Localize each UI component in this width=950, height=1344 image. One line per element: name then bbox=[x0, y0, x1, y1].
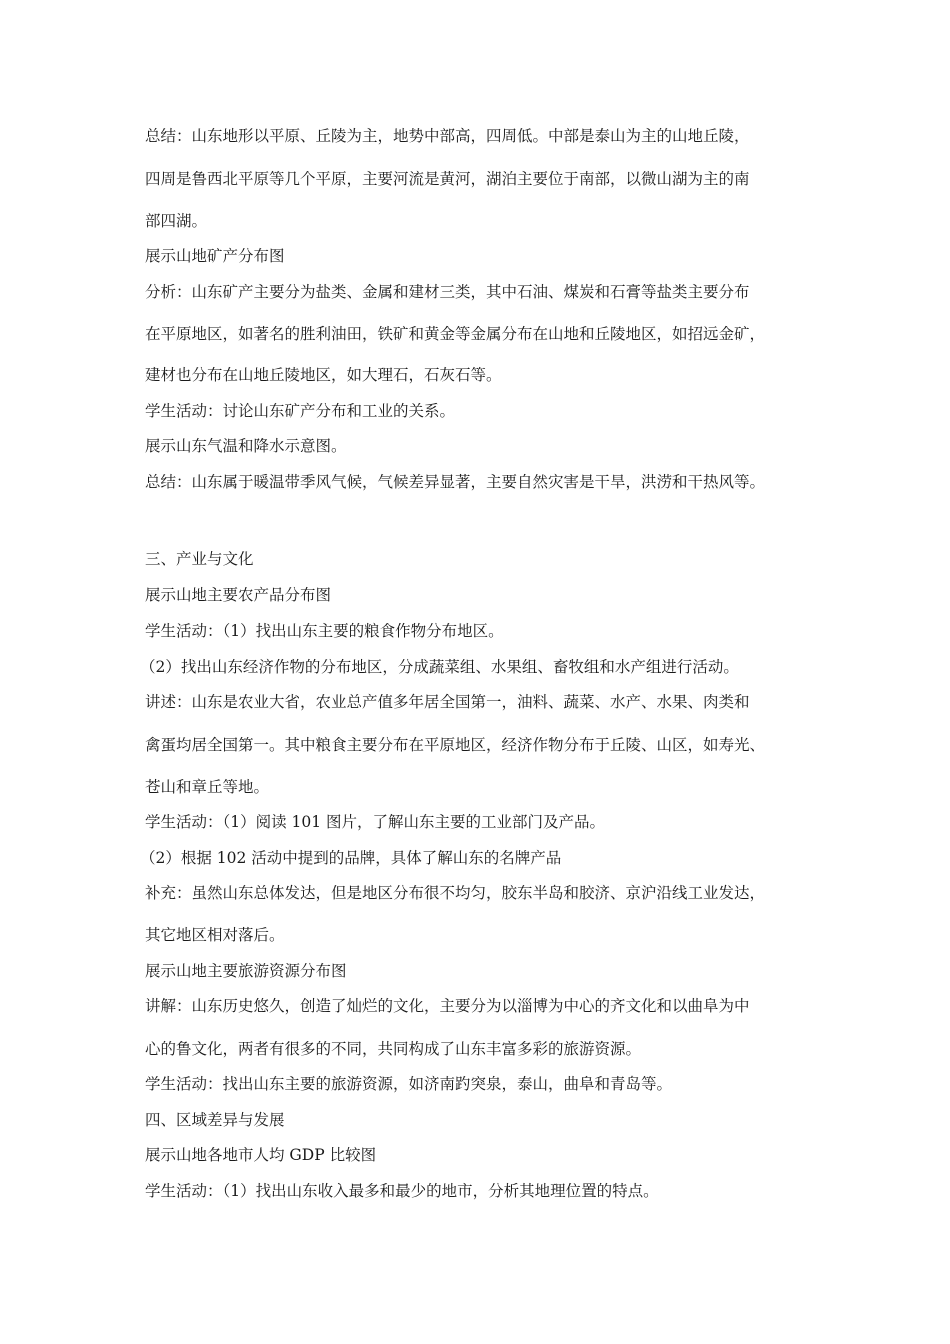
text-line: 分析：山东矿产主要分为盐类、金属和建材三类，其中石油、煤炭和石膏等盐类主要分布 bbox=[145, 283, 750, 301]
text-line: 心的鲁文化，两者有很多的不同，共同构成了山东丰富多彩的旅游资源。 bbox=[145, 1040, 642, 1058]
section-heading: 四、区域差异与发展 bbox=[145, 1111, 285, 1129]
text-line: 展示山东气温和降水示意图。 bbox=[145, 437, 347, 455]
text-line: 学生活动：（1）阅读 101 图片，了解山东主要的工业部门及产品。 bbox=[145, 813, 606, 831]
text-line: 展示山地主要旅游资源分布图 bbox=[145, 962, 347, 980]
text-line: （2）根据 102 活动中提到的品牌，具体了解山东的名牌产品 bbox=[140, 849, 562, 867]
text-line: 讲解：山东历史悠久，创造了灿烂的文化，主要分为以淄博为中心的齐文化和以曲阜为中 bbox=[145, 997, 750, 1015]
text-line: 学生活动：（1）找出山东主要的粮食作物分布地区。 bbox=[145, 622, 504, 640]
text-line: 在平原地区，如著名的胜利油田，铁矿和黄金等金属分布在山地和丘陵地区，如招远金矿， bbox=[145, 325, 766, 343]
text-line: 总结：山东地形以平原、丘陵为主，地势中部高，四周低。中部是泰山为主的山地丘陵， bbox=[145, 127, 750, 145]
text-line: 部四湖。 bbox=[145, 212, 208, 230]
text-line: 学生活动：（1）找出山东收入最多和最少的地市，分析其地理位置的特点。 bbox=[145, 1182, 659, 1200]
text-line: 苍山和章丘等地。 bbox=[145, 778, 270, 796]
text-line: （2）找出山东经济作物的分布地区，分成蔬菜组、水果组、畜牧组和水产组进行活动。 bbox=[140, 658, 739, 676]
text-line: 讲述：山东是农业大省，农业总产值多年居全国第一，油料、蔬菜、水产、水果、肉类和 bbox=[145, 693, 750, 711]
text-line: 展示山地主要农产品分布图 bbox=[145, 586, 332, 604]
text-line: 补充：虽然山东总体发达，但是地区分布很不均匀，胶东半岛和胶济、京沪沿线工业发达， bbox=[145, 884, 766, 902]
text-line: 其它地区相对落后。 bbox=[145, 926, 285, 944]
text-line: 学生活动：讨论山东矿产分布和工业的关系。 bbox=[145, 402, 456, 420]
text-line: 学生活动：找出山东主要的旅游资源，如济南趵突泉，泰山，曲阜和青岛等。 bbox=[145, 1075, 673, 1093]
text-line: 总结：山东属于暖温带季风气候，气候差异显著，主要自然灾害是干旱，洪涝和干热风等。 bbox=[145, 473, 766, 491]
text-line: 四周是鲁西北平原等几个平原，主要河流是黄河，湖泊主要位于南部，以微山湖为主的南 bbox=[145, 170, 750, 188]
text-line: 展示山地各地市人均 GDP 比较图 bbox=[145, 1146, 377, 1164]
text-line: 建材也分布在山地丘陵地区，如大理石，石灰石等。 bbox=[145, 366, 502, 384]
text-line: 展示山地矿产分布图 bbox=[145, 247, 285, 265]
section-heading: 三、产业与文化 bbox=[145, 550, 254, 568]
text-line: 禽蛋均居全国第一。其中粮食主要分布在平原地区，经济作物分布于丘陵、山区，如寿光、 bbox=[145, 736, 766, 754]
